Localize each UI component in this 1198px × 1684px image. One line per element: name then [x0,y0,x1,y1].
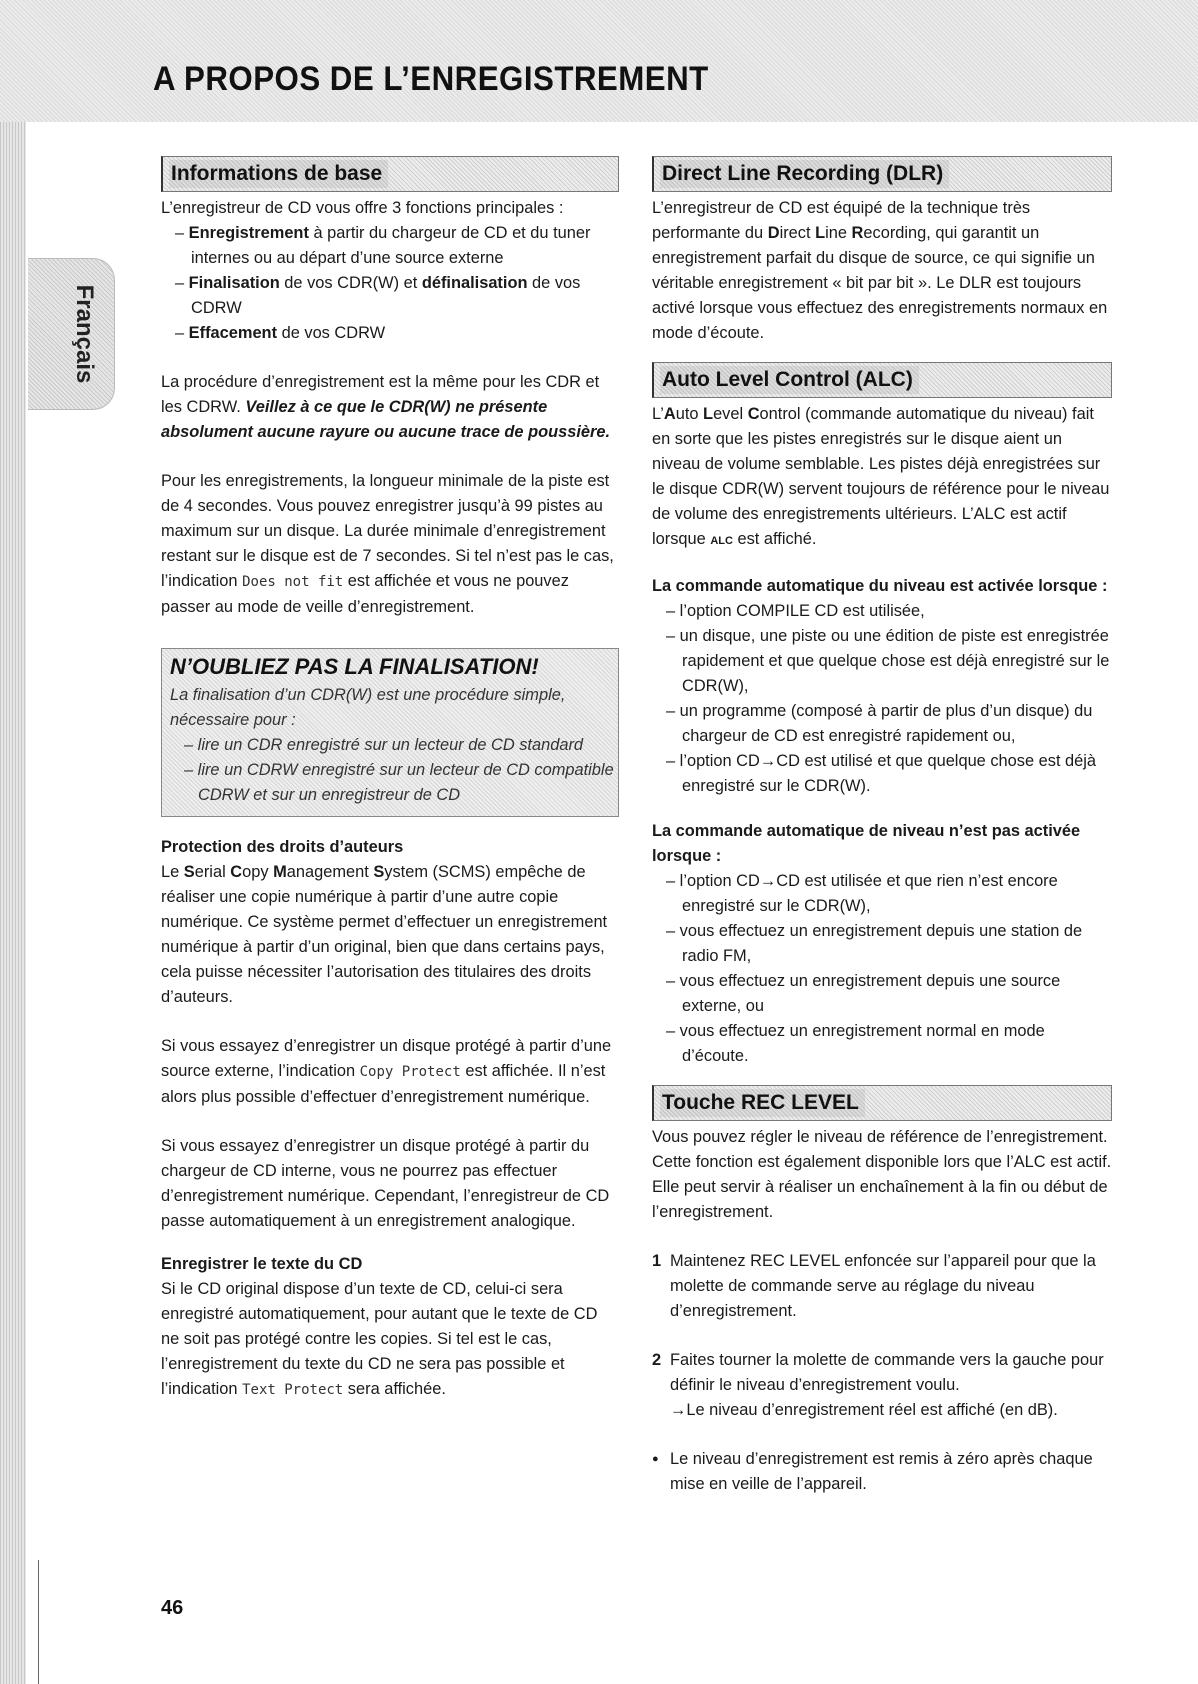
cdtext-paragraph: Si le CD original dispose d’un texte de CD, celui-ci sera enregistré automatiquement, pour autant que le texte de CD ne soit pas protégé contre les copies. Si tel est le cas, l’enregistrement du texte du CD ne sera pas possible et l’indication Text Protect sera affichée. [161,1280,598,1398]
right-column [652,156,1112,1497]
finalisation-note-list [162,733,618,808]
alc-paragraph: L’Auto Level Control (commande automatique du niveau) fait en sorte que les pistes enregistrés sur le disque aient un niveau de volume semblable. Les pistes déjà enregistrées sur le disque CDR(W) servent toujours de référence pour le niveau de volume des enregistrements ultérieurs. L’ALC est actif lorsque ALC est affiché. [652,405,1110,548]
copy-protect-paragraph: Si vous essayez d’enregistrer un disque protégé à partir d’une source externe, l’indication Copy Protect est affichée. Il n’est alors plus possible d’effectuer d’enregistrement numérique. [161,1037,612,1106]
section-header-alc [652,362,1112,398]
display-copy-protect: Copy Protect [359,1064,461,1080]
alc-inactive-heading: La commande automatique de niveau n’est pas activée lorsque : [652,822,1081,865]
section-title-alc: Auto Level Control (ALC) [660,366,919,394]
dust-warning: Veillez à ce que le CDR(W) ne présente absolument aucune rayure ou aucune trace de poussière. [161,398,611,441]
list-item: – Finalisation de vos CDR(W) et définalisation de vos CDRW [175,271,619,321]
rec-level-intro: Vous pouvez régler le niveau de référence de l’enregistrement. Cette fonction est également disponible lors que l’ALC est actif. Elle peut servir à réaliser un enchaînement à la fin ou début de l’enregistrement. [652,1128,1112,1221]
info-paragraph-cdrw: La procédure d’enregistrement est la même pour les CDR et les CDRW. Veillez à ce que le CDR(W) ne présente absolument aucune rayure ou aucune trace de poussière. [161,373,611,441]
section-title-dlr: Direct Line Recording (DLR) [660,160,949,188]
section-title-info: Informations de base [169,160,388,188]
section-header-rec-level [652,1085,1112,1121]
section-header-dlr [652,156,1112,192]
list-item: – vous effectuez un enregistrement depuis une station de radio FM, [666,919,1112,969]
list-item: – l’option CD→CD est utilisée et que rien n’est encore enregistré sur le CDR(W), [666,869,1112,919]
dlr-paragraph: L’enregistreur de CD est équipé de la technique très performante du Direct Line Recording, qui garantit un enregistrement parfait du disque de source, ce qui signifie un véritable enregistrement « bit par bit ». Le DLR est toujours activé lorsque vous effectuez des enregistrements normaux en mode d’écoute. [652,199,1108,342]
list-item: – l’option CD→CD est utilisé et que quelque chose est déjà enregistré sur le CDR(W). [666,749,1112,799]
info-intro: L’enregistreur de CD vous offre 3 fonctions principales : [161,199,564,217]
alc-active-list [652,599,1112,799]
list-item: – un programme (composé à partir de plus d’un disque) du chargeur de CD est enregistré rapidement ou, [666,699,1112,749]
list-item: – vous effectuez un enregistrement depuis une source externe, ou [666,969,1112,1019]
page-number: 46 [161,1597,184,1619]
list-item: – Enregistrement à partir du chargeur de CD et du tuner internes ou au départ d’une source externe [175,221,619,271]
section-title-rec-level: Touche REC LEVEL [660,1089,865,1117]
footer-rule [38,1560,39,1684]
list-item: – un disque, une piste ou une édition de piste est enregistrée rapidement et que quelque chose est déjà enregistré sur le CDR(W), [666,624,1112,699]
list-item: – lire un CDR enregistré sur un lecteur de CD standard [184,733,618,758]
step-1: 1 Maintenez REC LEVEL enfoncée sur l’appareil pour que la molette de commande serve au réglage du niveau d’enregistrement. [652,1252,1096,1320]
analog-paragraph: Si vous essayez d’enregistrer un disque protégé à partir du chargeur de CD interne, vous ne pourrez pas effectuer d’enregistrement numérique. Cependant, l’enregistreur de CD passe automatiquement à un enregistrement analogique. [161,1137,610,1230]
finalisation-note [161,648,619,817]
list-item: – l’option COMPILE CD est utilisée, [666,599,1112,624]
alc-inactive-list [652,869,1112,1069]
section-header-info [161,156,619,192]
info-paragraph-length: Pour les enregistrements, la longueur minimale de la piste est de 4 secondes. Vous pouvez enregistrer jusqu’à 99 pistes au maximum sur un disque. La durée minimale d’enregistrement restant sur le disque est de 7 secondes. Si tel n’est pas le cas, l’indication Does not fit est affichée et vous ne pouvez passer au mode de veille d’enregistrement. [161,472,614,616]
left-column [161,156,619,1403]
page-title: A PROPOS DE L’ENREGISTREMENT [153,60,709,98]
finalisation-note-title: N’OUBLIEZ PAS LA FINALISATION! [170,654,539,679]
reset-note: ● Le niveau d’enregistrement est remis à zéro après chaque mise en veille de l’appareil. [652,1447,1112,1497]
step-2: 2 Faites tourner la molette de commande vers la gauche pour définir le niveau d’enregistrement voulu. [652,1351,1104,1394]
protection-paragraph: Le Serial Copy Management System (SCMS) empêche de réaliser une copie numérique à partir d’une autre copie numérique. Ce système permet d’effectuer un enregistrement numérique à partir d’un original, bien que dans certains pays, cela puisse nécessiter l’autorisation des titulaires des droits d’auteurs. [161,863,608,1006]
list-item: – Effacement de vos CDRW [175,321,619,346]
finalisation-note-intro: La finalisation d’un CDR(W) est une procédure simple, nécessaire pour : [170,686,566,729]
functions-list [161,221,619,346]
language-tab [28,258,115,410]
alc-indicator: ALC [710,535,733,547]
language-tab-label: Français [71,284,98,384]
protection-heading: Protection des droits d’auteurs [161,838,404,856]
cdtext-heading: Enregistrer le texte du CD [161,1255,363,1273]
step-2-result: →Le niveau d’enregistrement réel est affiché (en dB). [670,1401,1058,1419]
display-does-not-fit: Does not fit [242,574,344,590]
page-left-edge-shading [0,0,26,1684]
list-item: – vous effectuez un enregistrement normal en mode d’écoute. [666,1019,1112,1069]
display-text-protect: Text Protect [242,1382,344,1398]
list-item: – lire un CDRW enregistré sur un lecteur de CD compatible CDRW et sur un enregistreur de CD [184,758,618,808]
alc-active-heading: La commande automatique du niveau est activée lorsque : [652,577,1108,595]
